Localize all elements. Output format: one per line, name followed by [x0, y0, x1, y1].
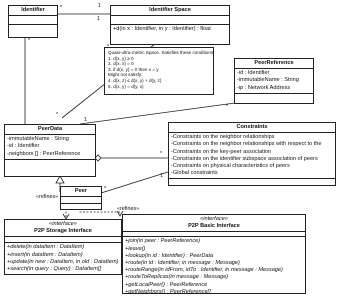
class-name: P2P Basic Interface	[188, 223, 240, 230]
class-name: P2P Storage Interface	[34, 228, 92, 235]
constraints-class	[168, 122, 336, 186]
attribute: -Constraints on the identifier subspace association of peers	[171, 155, 318, 162]
note-line: Quasi-ultra-metric Space. Satisfies these conditions:	[108, 50, 215, 55]
identifier-class	[8, 5, 58, 38]
class-name: Constraints	[236, 124, 268, 130]
attribute: -id : Identifier	[7, 143, 40, 150]
attribute: -Constraints on the neighbor relationships	[171, 134, 275, 141]
attribute: -immutableName : String	[237, 77, 299, 84]
refines-label: «refines»	[117, 206, 140, 212]
attribute: -id : Identifier	[237, 70, 270, 77]
class-operations	[123, 236, 305, 297]
operation: +routeRange(in idFrom, idTo : Identifier, in message : Message)	[125, 267, 283, 274]
attribute: -Constraints on physical characteristics of peers	[171, 163, 290, 170]
multiplicity-label: 1	[84, 117, 87, 123]
class-operations-empty	[61, 203, 101, 209]
class-operations	[111, 24, 229, 34]
class-attributes-empty	[61, 196, 101, 203]
note-line: 1. d(x, y) ≥ 0	[108, 55, 134, 61]
class-name: PeerData	[37, 126, 63, 132]
multiplicity-label: *	[104, 186, 107, 192]
operation: +lookup(in id : Identifier) : PeerData	[125, 252, 214, 259]
refines-label: «refines»	[36, 194, 59, 200]
stereotype: «interface»	[49, 221, 77, 227]
class-attributes-empty	[111, 15, 229, 24]
class-attributes	[169, 132, 335, 178]
multiplicity-label: *	[28, 38, 31, 44]
attribute: -immutableName : String	[7, 136, 69, 143]
note-line: 3. if d(x, y) = 0 then x = y	[108, 66, 159, 72]
class-attributes	[5, 134, 95, 159]
note-line: 2. d(x, x) = 0	[108, 61, 134, 67]
multiplicity-label: *	[56, 112, 59, 118]
multiplicity-label: *	[60, 5, 63, 11]
multiplicity-label: *	[226, 104, 229, 110]
class-attributes-empty	[9, 15, 57, 24]
class-header	[123, 215, 305, 231]
p2p-storage-interface	[4, 219, 122, 275]
class-operations-empty	[9, 24, 57, 33]
attribute: -Global constraints	[171, 170, 218, 177]
operation: +route(in id : Identifier, in message : Message)	[125, 260, 240, 267]
peer-reference-class	[234, 58, 314, 104]
operation: +getNeighbors() : PeerReference[]	[125, 288, 211, 295]
class-header	[5, 220, 121, 236]
attribute: -Constraints on the key-peer association	[171, 148, 272, 155]
stereotype: «interface»	[200, 216, 228, 222]
operation: +getLocalPeer() : PeerReference	[125, 281, 208, 288]
peerref-peerdata-link	[80, 103, 235, 124]
class-name: Identifier	[21, 7, 45, 13]
peer-constraints-link	[101, 172, 168, 193]
operation: +join(in peer : PeerReference)	[125, 238, 201, 245]
peer-class	[60, 186, 102, 210]
operation: +search(in query : Query) : DataItem[]	[7, 266, 102, 273]
identifier-space-class	[110, 5, 230, 45]
generalization-triangle	[56, 176, 64, 183]
multiplicity-label: 1	[97, 16, 100, 22]
note-line: Might not satisfy:	[108, 72, 143, 78]
multiplicity-label: 1	[160, 173, 163, 179]
attribute: -ip : Network Address	[237, 84, 291, 91]
class-operations-empty	[235, 93, 313, 100]
class-operations-empty	[169, 178, 335, 185]
class-attributes	[235, 68, 313, 93]
operation: +d(in x : Identifier, in y : Identifier) : float	[113, 26, 211, 33]
p2p-basic-interface	[122, 214, 306, 294]
note-line: 5. d(x, y) = d(y, x)	[108, 83, 144, 89]
attribute: -neighbors [] : PeerReference	[7, 150, 81, 157]
operation: +leave()	[125, 245, 146, 252]
class-name: Identifier Space	[149, 7, 191, 13]
operation: +routeToReplicas(in message : Message)	[125, 274, 229, 281]
class-operations	[5, 242, 121, 274]
multiplicity-label: *	[160, 151, 163, 157]
operation: +insert(in dataItem : DataItem)	[7, 251, 83, 258]
operation: +update(in new : DataItem, in old : DataItem)	[7, 258, 119, 265]
class-name: Peer	[74, 188, 88, 194]
attribute: -Constraints on the neighbor relationships with respect to the	[171, 141, 322, 148]
peer-data-class	[4, 124, 96, 177]
metric-space-note	[104, 47, 214, 95]
class-name: PeerReference	[254, 60, 294, 66]
operation: +delete(in dataItem : DataItem)	[7, 244, 85, 251]
class-operations-empty	[5, 159, 95, 168]
multiplicity-label: 1	[98, 3, 101, 9]
note-line: 4. d(x, z) ≤ d(x, y) + d(y, z)	[108, 77, 162, 83]
